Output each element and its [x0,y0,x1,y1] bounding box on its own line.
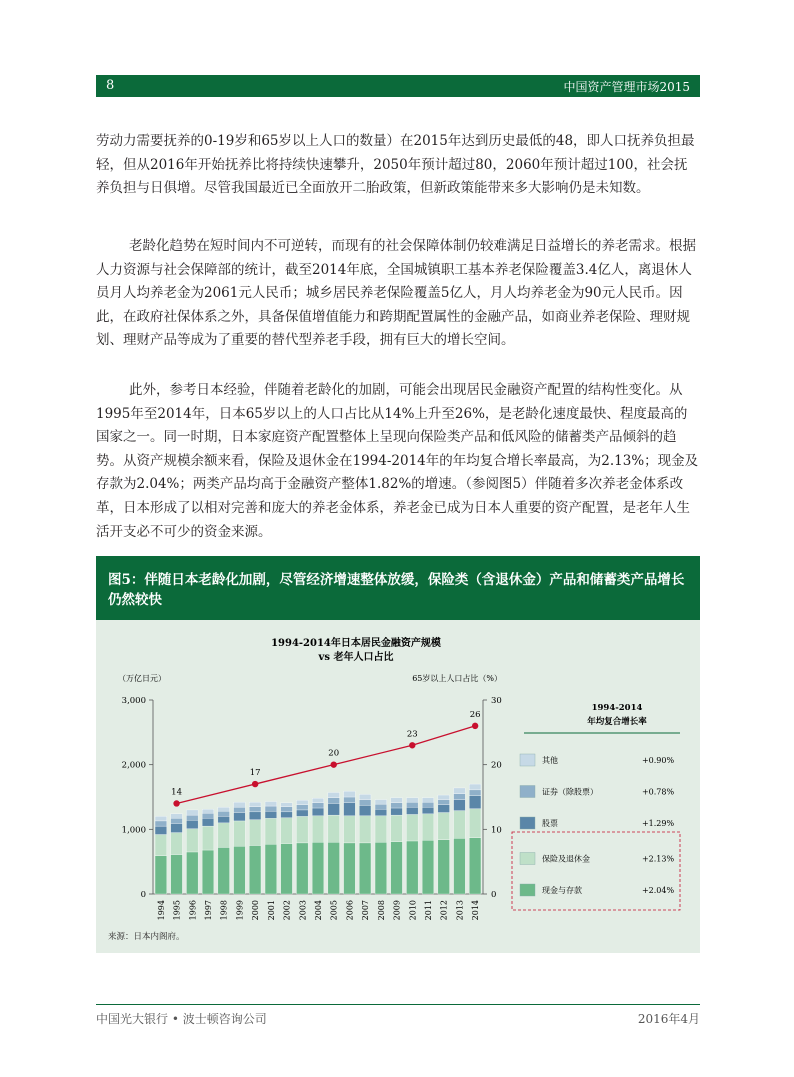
x-tick-label: 1995 [172,900,182,921]
x-tick-label: 1999 [235,900,245,921]
bar-segment [469,790,481,796]
x-tick-label: 2006 [345,900,355,921]
legend-title-line2: 年均复合增长率 [587,717,647,727]
bar-segment [328,798,340,804]
paragraph-2: 老龄化趋势在短时间内不可逆转，而现有的社会保障体制仍较难满足日益增长的养老需求。根据人力资源与社会保障部的统计，截至2014年底，全国城镇职工基本养老保险覆盖3.4亿人，离退休人员月人均养老金为2061元人民币；城乡居民养老保险覆盖5亿人，月人均养老金为90元人民币。因此，在政府社保体系之外，具备保值增值能力和跨期配置属性的金融产品，如商业养老保险、理财规划、理财产品等成为了重要的替代型养老手段，拥有巨大的增长空间。 [96,238,696,349]
y-tick-label: 0 [140,890,146,900]
legend-item-label: 保险及退休金 [542,854,590,864]
x-tick-label: 1996 [188,900,198,921]
bar-segment [454,794,466,800]
bar-segment [422,798,434,803]
y2-tick-label: 10 [491,825,502,836]
bar-segment [375,842,387,894]
bar-segment [265,818,277,844]
bar-segment [422,807,434,813]
line-point [173,800,179,806]
x-tick-label: 2012 [439,900,449,921]
y-tick-label: 1,000 [121,825,146,836]
line-point [252,781,258,787]
bar-segment [469,809,481,838]
bar-segment [186,829,198,852]
bar-segment [344,791,356,797]
bar-segment [406,841,418,894]
figure-5 [96,556,700,953]
report-title: 中国资产管理市场2015 [563,80,690,94]
bar-segment [406,802,418,807]
bar-segment [438,800,450,805]
bar-segment [391,803,403,808]
x-tick-label: 2003 [298,900,308,921]
legend-item-rate: +2.13% [641,854,675,864]
bar-segment [359,794,371,799]
bar-segment [359,816,371,843]
line-point [409,742,415,748]
legend-swatch [520,884,535,896]
bar-segment [359,805,371,815]
bar-segment [438,813,450,840]
legend-item-label: 股票 [542,819,558,828]
y-tick-label: 3,000 [121,696,146,706]
bar-segment [469,784,481,790]
bar-segment [391,798,403,803]
footer-organizations: 中国光大银行 • 波士顿咨询公司 [96,1012,267,1026]
bar-segment [155,826,167,834]
bar-segment [234,802,246,807]
bar-segment [359,843,371,894]
y2-axis-label: 65岁以上人口占比（%） [412,674,502,683]
bar-segment [265,802,277,807]
bar-segment [328,842,340,894]
paragraph-1: 劳动力需要抚养的0-19岁和65岁以上人口的数量）在2015年达到历史最低的48，即人口抚养负担最轻，但从2016年开始抚养比将持续快速攀升，2050年预计超过80，2060年预计超过100，社会抚养负担与日俱增。尽管我国最近已全面放开二胎政策，但新政策能带来多大影响仍是未知数。 [96,133,695,197]
bar-segment [281,818,293,844]
figure-source: 来源：日本内阁府。 [108,932,185,942]
bar-segment [438,840,450,894]
bar-segment [391,808,403,815]
x-tick-label: 2011 [424,900,433,921]
legend-swatch [520,853,535,865]
legend-swatch [520,786,535,798]
line-data-label: 17 [249,768,261,779]
bar-segment [202,809,214,813]
x-tick-label: 2010 [408,900,418,921]
line-data-label: 14 [171,787,182,798]
bar-segment [186,810,198,815]
legend-item-label: 其他 [542,756,558,765]
bar-segment [438,805,450,813]
bar-segment [344,803,356,816]
bar-segment [155,821,167,826]
x-tick-label: 2001 [266,900,276,921]
y-axis-label: （万亿日元） [118,674,166,683]
bar-segment [454,838,466,894]
bar-segment [234,846,246,894]
chart-subtitle: vs 老年人口占比 [318,652,394,663]
bar-segment [422,802,434,807]
x-tick-label: 2004 [314,900,323,921]
bar-segment [391,842,403,894]
bar-segment [454,800,466,811]
paragraph-3: 此外，参考日本经验，伴随着老龄化的加剧，可能会出现居民金融资产配置的结构性变化。从1995年至2014年，日本65岁以上的人口占比从14%上升至26%，是老龄化速度最快、程度最高的国家之一。同一时期，日本家庭资产配置整体上呈现向保险类产品和低风险的储蓄类产品倾斜的趋势。从资产规模余额来看，保险及退休金在1994-2014年的年均复合增长率最高，为2.13%；现金及存款为2.04%；两类产品均高于金融资产整体1.82%的增速。（参阅图5）伴随着多次养老金体系改革，日本形成了以相对完善和庞大的养老金体系，养老金已成为日本人重要的资产配置，是老年人生活开支必不可少的资金来源。 [96,382,699,540]
bar-segment [375,809,387,815]
line-data-label: 23 [406,729,418,740]
bar-segment [312,808,324,816]
x-tick-label: 2002 [282,900,292,921]
legend-item-rate: +1.29% [641,819,675,828]
bar-segment [249,802,261,807]
legend-item-rate: +0.78% [641,787,675,797]
bar-segment [359,800,371,806]
bar-segment [218,847,230,894]
header-bar [96,75,700,97]
bar-segment [375,804,387,809]
bar-segment [406,807,418,814]
chart [96,620,700,930]
bar-segment [438,795,450,800]
legend-item-rate: +2.04% [641,886,675,895]
bar-segment [202,850,214,894]
line-series-aging [177,726,476,804]
legend-title-line1: 1994-2014 [591,703,643,713]
bar-segment [171,824,183,833]
x-tick-label: 2009 [392,900,402,921]
bar-segment [344,843,356,894]
bar-segment [312,803,324,808]
bar-segment [281,803,293,807]
bar-segment [218,811,230,816]
line-point [472,723,478,729]
bar-segment [171,855,183,894]
bar-segment [312,816,324,843]
bar-segment [202,818,214,826]
figure-title: 图5：伴随日本老龄化加剧，尽管经济增速整体放缓，保险类（含退休金）产品和储蓄类产品增长仍然较快 [96,556,700,620]
bar-segment [186,815,198,820]
bar-segment [186,852,198,894]
x-tick-label: 1998 [219,900,229,921]
bar-segment [171,833,183,855]
bar-segment [296,800,308,805]
bar-segment [454,788,466,794]
x-tick-label: 1997 [204,900,213,921]
bar-segment [391,815,403,842]
bar-segment [249,812,261,820]
bar-segment [281,844,293,894]
y2-tick-label: 30 [491,696,502,706]
bar-segment [265,806,277,811]
bar-segment [155,835,167,856]
line-point [331,761,337,767]
bar-segment [234,807,246,812]
bar-segment [202,813,214,818]
bar-segment [422,814,434,841]
bar-segment [218,807,230,811]
y-tick-label: 2,000 [121,760,146,771]
bar-segment [375,800,387,805]
bar-segment [265,811,277,818]
bar-segment [312,798,324,803]
bar-segment [218,823,230,848]
bar-segment [422,840,434,894]
bar-segment [296,816,308,843]
bar-segment [186,820,198,828]
bar-segment [155,856,167,894]
bar-segment [328,803,340,815]
highlight-box [512,832,680,910]
bar-segment [265,844,277,894]
bar-segment [218,816,230,822]
y2-tick-label: 20 [491,760,502,771]
bar-segment [281,807,293,812]
x-tick-label: 1994 [156,900,166,921]
bar-segment [312,842,324,894]
bar-segment [406,814,418,841]
bar-segment [469,796,481,809]
line-data-label: 26 [469,709,481,720]
legend-item-label: 现金与存款 [542,886,582,895]
legend-swatch [520,754,535,766]
bar-segment [344,816,356,843]
bar-segment [454,811,466,839]
bar-segment [202,826,214,850]
footer-divider [96,1004,700,1005]
bar-segment [249,846,261,895]
bar-segment [328,792,340,797]
legend-swatch [520,817,535,829]
x-tick-label: 2008 [376,900,386,921]
bar-segment [469,838,481,894]
footer-date: 2016年4月 [637,1012,700,1026]
legend-item-rate: +0.90% [641,756,675,765]
bar-segment [249,820,261,846]
bar-segment [296,843,308,894]
page-number: 8 [106,78,115,93]
x-tick-label: 2007 [361,900,371,921]
bar-segment [171,814,183,819]
bar-segment [344,797,356,803]
y2-tick-label: 0 [491,890,497,900]
bar-segment [296,810,308,816]
line-data-label: 20 [328,748,340,759]
bar-segment [296,805,308,810]
chart-title: 1994-2014年日本居民金融资产规模 [271,638,441,649]
bar-segment [155,816,167,821]
bar-segment [171,818,183,823]
x-tick-label: 2000 [251,900,261,921]
x-tick-label: 2005 [329,900,339,921]
bar-segment [281,812,293,818]
x-tick-label: 2013 [455,900,465,921]
bar-segment [249,807,261,812]
bar-segment [328,815,340,842]
bar-segment [234,821,246,846]
x-tick-label: 2014 [471,900,481,921]
bar-segment [234,813,246,821]
bar-segment [375,816,387,843]
bar-segment [406,798,418,803]
legend-item-label: 证券（除股票） [542,787,598,797]
